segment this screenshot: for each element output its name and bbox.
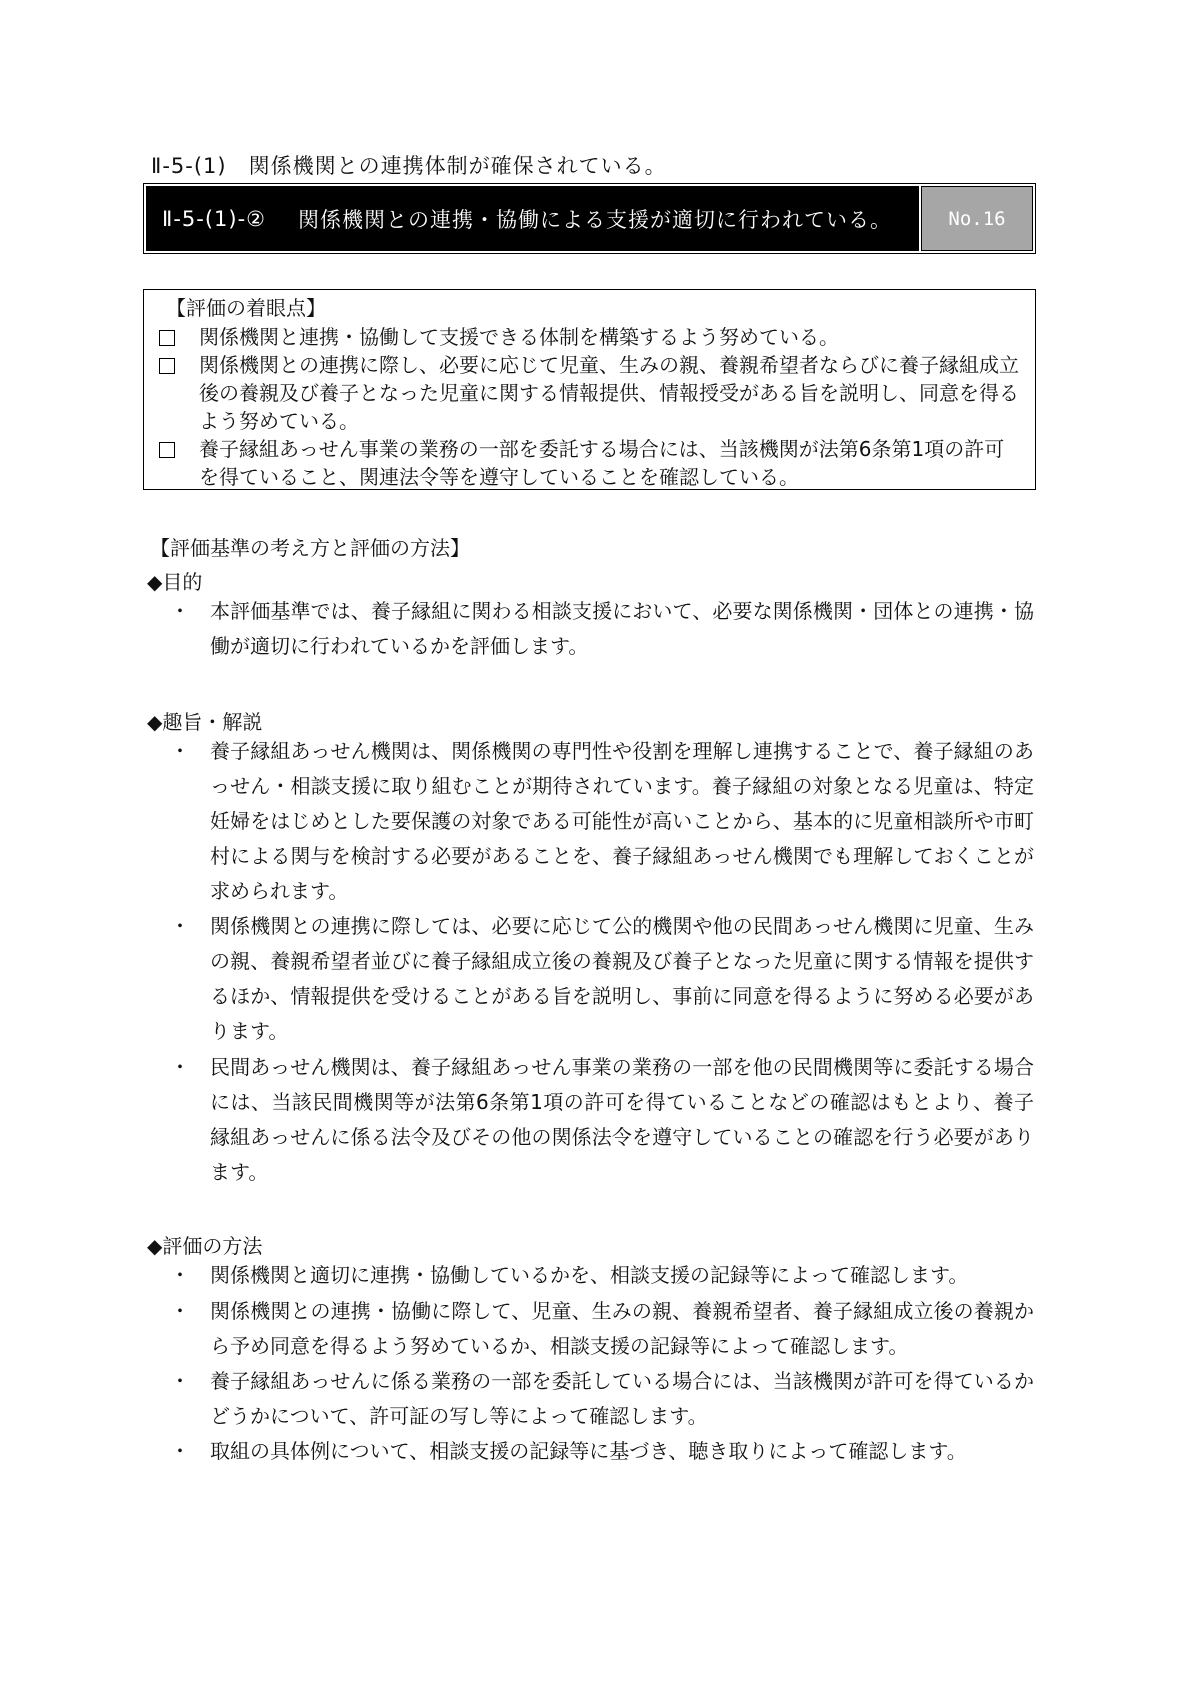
section-heading: Ⅱ-5-(1) 関係機関との連携体制が確保されている。: [151, 154, 667, 178]
method-heading: ◆評価の方法: [147, 1234, 263, 1258]
points-label: 【評価の着眼点】: [166, 296, 326, 320]
purpose-heading: ◆目的: [147, 570, 203, 594]
checklist-item: [156, 435, 1023, 491]
item-title-bar: [146, 186, 919, 251]
bullet-text: 民間あっせん機関は、養子縁組あっせん事業の業務の一部を他の民間機関等に委託する場合には、当該民間機関等が法第6条第1項の許可を得ていることなどの確認はもとより、養子縁組あっせんに係る法令及びその他の関係法令を遵守していることの確認を行う必要があります。: [210, 1055, 1034, 1184]
bullet-text: 本評価基準では、養子縁組に関わる相談支援において、必要な関係機関・団体との連携・協働が適切に行われているかを評価します。: [210, 599, 1034, 658]
item-number: No.16: [921, 186, 1033, 251]
checklist-item: [156, 323, 1023, 351]
bullet-text: 取組の具体例について、相談支援の記録等に基づき、聴き取りによって確認します。: [210, 1439, 967, 1463]
bullet-icon: ・: [170, 914, 190, 938]
bullet-icon: ・: [170, 1369, 190, 1393]
bullet-text: 養子縁組あっせん機関は、関係機関の専門性や役割を理解し連携することで、養子縁組のあっせん・相談支援に取り組むことが期待されています。養子縁組の対象となる児童は、特定妊婦をはじめとした要保護の対象である可能性が高いことから、基本的に児童相談所や市町村による関与を検討する必要があることを、養子縁組あっせん機関でも理解しておくことが求められます。: [210, 739, 1034, 903]
evaluation-item-header: [143, 183, 1036, 254]
evaluation-points-box: [143, 289, 1036, 490]
bullet-text: 関係機関と適切に連携・協働しているかを、相談支援の記録等によって確認します。: [210, 1263, 969, 1287]
bullet-icon: ・: [170, 599, 190, 623]
item-title: 関係機関との連携・協働による支援が適切に行われている。: [298, 207, 893, 232]
method-bullet: [170, 1434, 1034, 1469]
bullet-icon: ・: [170, 739, 190, 763]
checklist-item-text: 関係機関と連携・協働して支援できる体制を構築するよう努めている。: [199, 325, 839, 349]
checklist-item-text: 関係機関との連携に際し、必要に応じて児童、生みの親、養親希望者ならびに養子縁組成立後の養親及び養子となった児童に関する情報提供、情報授受がある旨を説明し、同意を得るよう努めている。: [199, 353, 1019, 433]
checkbox-icon[interactable]: [159, 442, 175, 458]
bullet-icon: ・: [170, 1263, 190, 1287]
checkbox-icon[interactable]: [159, 330, 175, 346]
method-bullet: [170, 1258, 1034, 1293]
bullet-icon: ・: [170, 1299, 190, 1323]
checkbox-icon[interactable]: [159, 358, 175, 374]
explanation-bullet: [170, 1050, 1034, 1190]
checklist-item-text: 養子縁組あっせん事業の業務の一部を委託する場合には、当該機関が法第6条第1項の許可を得ていること、関連法令等を遵守していることを確認している。: [199, 437, 1005, 489]
bullet-icon: ・: [170, 1439, 190, 1463]
purpose-bullet: [170, 594, 1034, 664]
item-code: Ⅱ-5-(1)-②: [162, 206, 267, 231]
method-bullet: [170, 1294, 1034, 1364]
bullet-text: 関係機関との連携に際しては、必要に応じて公的機関や他の民間あっせん機関に児童、生みの親、養親希望者並びに養子縁組成立後の養親及び養子となった児童に関する情報を提供するほか、情報提供を受けることがある旨を説明し、事前に同意を得るように努める必要があります。: [210, 914, 1034, 1043]
bullet-icon: ・: [170, 1055, 190, 1079]
method-bullet: [170, 1364, 1034, 1434]
explanation-heading: ◆趣旨・解説: [147, 710, 263, 734]
explanation-bullet: [170, 734, 1034, 909]
bullet-text: 関係機関との連携・協働に際して、児童、生みの親、養親希望者、養子縁組成立後の養親から予め同意を得るよう努めているか、相談支援の記録等によって確認します。: [210, 1299, 1034, 1358]
criteria-title: 【評価基準の考え方と評価の方法】: [150, 536, 470, 560]
bullet-text: 養子縁組あっせんに係る業務の一部を委託している場合には、当該機関が許可を得ているかどうかについて、許可証の写し等によって確認します。: [210, 1369, 1034, 1428]
checklist-item: [156, 351, 1023, 435]
explanation-bullet: [170, 909, 1034, 1049]
